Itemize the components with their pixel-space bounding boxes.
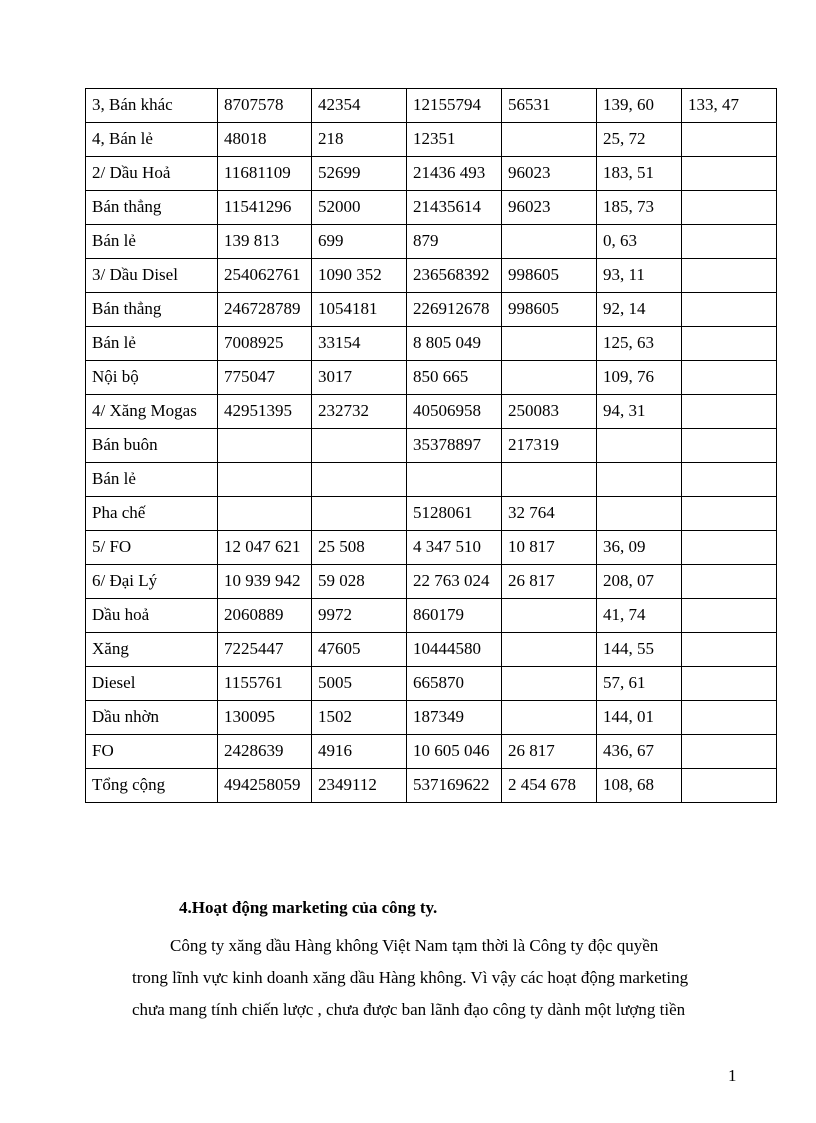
- table-cell: 246728789: [218, 293, 312, 327]
- table-cell: 2/ Dầu Hoả: [86, 157, 218, 191]
- table-cell: 850 665: [407, 361, 502, 395]
- table-cell: 537169622: [407, 769, 502, 803]
- table-cell: [502, 463, 597, 497]
- table-row: [86, 89, 777, 123]
- table-row: [86, 667, 777, 701]
- table-row: [86, 633, 777, 667]
- table-row: [86, 769, 777, 803]
- table-cell: [312, 497, 407, 531]
- table-cell: 5128061: [407, 497, 502, 531]
- table-cell: 0, 63: [597, 225, 682, 259]
- table-body: [86, 89, 777, 803]
- table-cell: 22 763 024: [407, 565, 502, 599]
- table-cell: 40506958: [407, 395, 502, 429]
- table-row: [86, 327, 777, 361]
- table-cell: [682, 599, 777, 633]
- table-cell: 36, 09: [597, 531, 682, 565]
- table-cell: 144, 55: [597, 633, 682, 667]
- table-cell: [682, 735, 777, 769]
- table-cell: 108, 68: [597, 769, 682, 803]
- table-cell: 94, 31: [597, 395, 682, 429]
- table-cell: 57, 61: [597, 667, 682, 701]
- table-cell: 699: [312, 225, 407, 259]
- table-row: [86, 293, 777, 327]
- table-cell: 4916: [312, 735, 407, 769]
- table-cell: 12155794: [407, 89, 502, 123]
- table-cell: 2428639: [218, 735, 312, 769]
- table-cell: 25 508: [312, 531, 407, 565]
- table-cell: 26 817: [502, 735, 597, 769]
- table-cell: [597, 429, 682, 463]
- table-cell: 125, 63: [597, 327, 682, 361]
- table-row: [86, 497, 777, 531]
- table-cell: 236568392: [407, 259, 502, 293]
- table-cell: [407, 463, 502, 497]
- table-cell: [682, 463, 777, 497]
- table-cell: 208, 07: [597, 565, 682, 599]
- table-cell: 10 605 046: [407, 735, 502, 769]
- table-cell: [682, 667, 777, 701]
- table-cell: [682, 327, 777, 361]
- table-cell: 775047: [218, 361, 312, 395]
- table-cell: 139, 60: [597, 89, 682, 123]
- table-row: [86, 599, 777, 633]
- table-cell: 9972: [312, 599, 407, 633]
- table-cell: [682, 531, 777, 565]
- table-cell: 1502: [312, 701, 407, 735]
- table-row: [86, 735, 777, 769]
- table-cell: [682, 123, 777, 157]
- table-cell: 217319: [502, 429, 597, 463]
- table-cell: 21436 493: [407, 157, 502, 191]
- table-row: [86, 225, 777, 259]
- table-cell: 665870: [407, 667, 502, 701]
- table-cell: 6/ Đại Lý: [86, 565, 218, 599]
- table-cell: [682, 769, 777, 803]
- table-cell: 26 817: [502, 565, 597, 599]
- table-cell: 10 817: [502, 531, 597, 565]
- table-cell: 879: [407, 225, 502, 259]
- table-row: [86, 565, 777, 599]
- table-cell: 3/ Dầu Disel: [86, 259, 218, 293]
- table-cell: [682, 293, 777, 327]
- table-cell: Bán lẻ: [86, 463, 218, 497]
- table-row: [86, 157, 777, 191]
- table-cell: 183, 51: [597, 157, 682, 191]
- table-cell: 7008925: [218, 327, 312, 361]
- table-cell: 35378897: [407, 429, 502, 463]
- table-cell: 144, 01: [597, 701, 682, 735]
- table-cell: 226912678: [407, 293, 502, 327]
- table-cell: [502, 361, 597, 395]
- table-cell: 4 347 510: [407, 531, 502, 565]
- table-cell: [682, 395, 777, 429]
- table-cell: Bán lẻ: [86, 225, 218, 259]
- table-cell: 109, 76: [597, 361, 682, 395]
- table-cell: 21435614: [407, 191, 502, 225]
- table-cell: 187349: [407, 701, 502, 735]
- table-cell: 232732: [312, 395, 407, 429]
- table-cell: Diesel: [86, 667, 218, 701]
- table-cell: 59 028: [312, 565, 407, 599]
- table-cell: 4/ Xăng Mogas: [86, 395, 218, 429]
- table-cell: 48018: [218, 123, 312, 157]
- table-cell: Dầu nhờn: [86, 701, 218, 735]
- table-cell: Bán buôn: [86, 429, 218, 463]
- table-cell: FO: [86, 735, 218, 769]
- table-row: [86, 123, 777, 157]
- table-cell: 8 805 049: [407, 327, 502, 361]
- table-cell: 130095: [218, 701, 312, 735]
- table-row: [86, 191, 777, 225]
- table-cell: [312, 429, 407, 463]
- table-cell: 12351: [407, 123, 502, 157]
- table-cell: 218: [312, 123, 407, 157]
- table-cell: [682, 157, 777, 191]
- table-cell: [682, 565, 777, 599]
- table-cell: [682, 497, 777, 531]
- paragraph-line: Công ty xăng dầu Hàng không Việt Nam tạm thời là Công ty độc quyền: [170, 936, 659, 955]
- table-cell: 436, 67: [597, 735, 682, 769]
- table-cell: 4, Bán lẻ: [86, 123, 218, 157]
- table-cell: [502, 327, 597, 361]
- table-row: [86, 429, 777, 463]
- table-cell: 860179: [407, 599, 502, 633]
- table-cell: 10444580: [407, 633, 502, 667]
- table-cell: [682, 259, 777, 293]
- table-cell: [502, 701, 597, 735]
- table-cell: 10 939 942: [218, 565, 312, 599]
- table-cell: 52000: [312, 191, 407, 225]
- table-cell: Tổng cộng: [86, 769, 218, 803]
- table-cell: Dầu hoả: [86, 599, 218, 633]
- table-cell: [218, 497, 312, 531]
- paragraph-line: chưa mang tính chiến lược , chưa được ban lãnh đạo công ty dành một lượng tiền: [132, 1000, 686, 1019]
- table-cell: [682, 225, 777, 259]
- table-cell: [597, 497, 682, 531]
- table-cell: [682, 191, 777, 225]
- table-cell: 96023: [502, 157, 597, 191]
- table-cell: Pha chế: [86, 497, 218, 531]
- table-cell: 1090 352: [312, 259, 407, 293]
- table-cell: [218, 429, 312, 463]
- table-cell: 998605: [502, 293, 597, 327]
- table-cell: 250083: [502, 395, 597, 429]
- table-cell: 494258059: [218, 769, 312, 803]
- table-cell: Bán thẳng: [86, 293, 218, 327]
- table-cell: 12 047 621: [218, 531, 312, 565]
- table-row: [86, 701, 777, 735]
- table-cell: 11541296: [218, 191, 312, 225]
- table-cell: 52699: [312, 157, 407, 191]
- table-cell: [312, 463, 407, 497]
- page-number: 1: [728, 1066, 737, 1085]
- table-cell: 2349112: [312, 769, 407, 803]
- table-cell: 92, 14: [597, 293, 682, 327]
- table-cell: Nội bộ: [86, 361, 218, 395]
- table-cell: Bán thẳng: [86, 191, 218, 225]
- table-cell: [502, 633, 597, 667]
- table-cell: 7225447: [218, 633, 312, 667]
- table-cell: Xăng: [86, 633, 218, 667]
- table-cell: [218, 463, 312, 497]
- section-paragraph: [132, 930, 744, 1026]
- table-cell: 5/ FO: [86, 531, 218, 565]
- data-table: [85, 88, 777, 803]
- table-cell: [682, 361, 777, 395]
- table-cell: 185, 73: [597, 191, 682, 225]
- table-cell: [682, 633, 777, 667]
- table-cell: 254062761: [218, 259, 312, 293]
- paragraph-line: trong lĩnh vực kinh doanh xăng dầu Hàng không. Vì vậy các hoạt động marketing: [132, 968, 689, 987]
- table-cell: [682, 701, 777, 735]
- table-cell: 998605: [502, 259, 597, 293]
- table-cell: [502, 599, 597, 633]
- table-cell: 2060889: [218, 599, 312, 633]
- table-cell: [502, 123, 597, 157]
- section-heading: 4.Hoạt động marketing của công ty.: [179, 898, 438, 917]
- table-cell: 2 454 678: [502, 769, 597, 803]
- table-row: [86, 259, 777, 293]
- table-row: [86, 361, 777, 395]
- table-cell: 1155761: [218, 667, 312, 701]
- table-cell: [597, 463, 682, 497]
- table-cell: 139 813: [218, 225, 312, 259]
- table-cell: 42354: [312, 89, 407, 123]
- table-cell: 8707578: [218, 89, 312, 123]
- table-cell: 32 764: [502, 497, 597, 531]
- table-cell: 25, 72: [597, 123, 682, 157]
- table-cell: 1054181: [312, 293, 407, 327]
- table-cell: 5005: [312, 667, 407, 701]
- table-cell: 56531: [502, 89, 597, 123]
- table-cell: 33154: [312, 327, 407, 361]
- table-cell: 41, 74: [597, 599, 682, 633]
- table-cell: 93, 11: [597, 259, 682, 293]
- table-cell: 133, 47: [682, 89, 777, 123]
- table-row: [86, 395, 777, 429]
- table-cell: Bán lẻ: [86, 327, 218, 361]
- table-cell: 47605: [312, 633, 407, 667]
- table-row: [86, 463, 777, 497]
- table-cell: 11681109: [218, 157, 312, 191]
- table-cell: 3, Bán khác: [86, 89, 218, 123]
- table-cell: 96023: [502, 191, 597, 225]
- table-cell: [502, 667, 597, 701]
- table-cell: 3017: [312, 361, 407, 395]
- table-cell: [682, 429, 777, 463]
- table-row: [86, 531, 777, 565]
- table-cell: [502, 225, 597, 259]
- table-cell: 42951395: [218, 395, 312, 429]
